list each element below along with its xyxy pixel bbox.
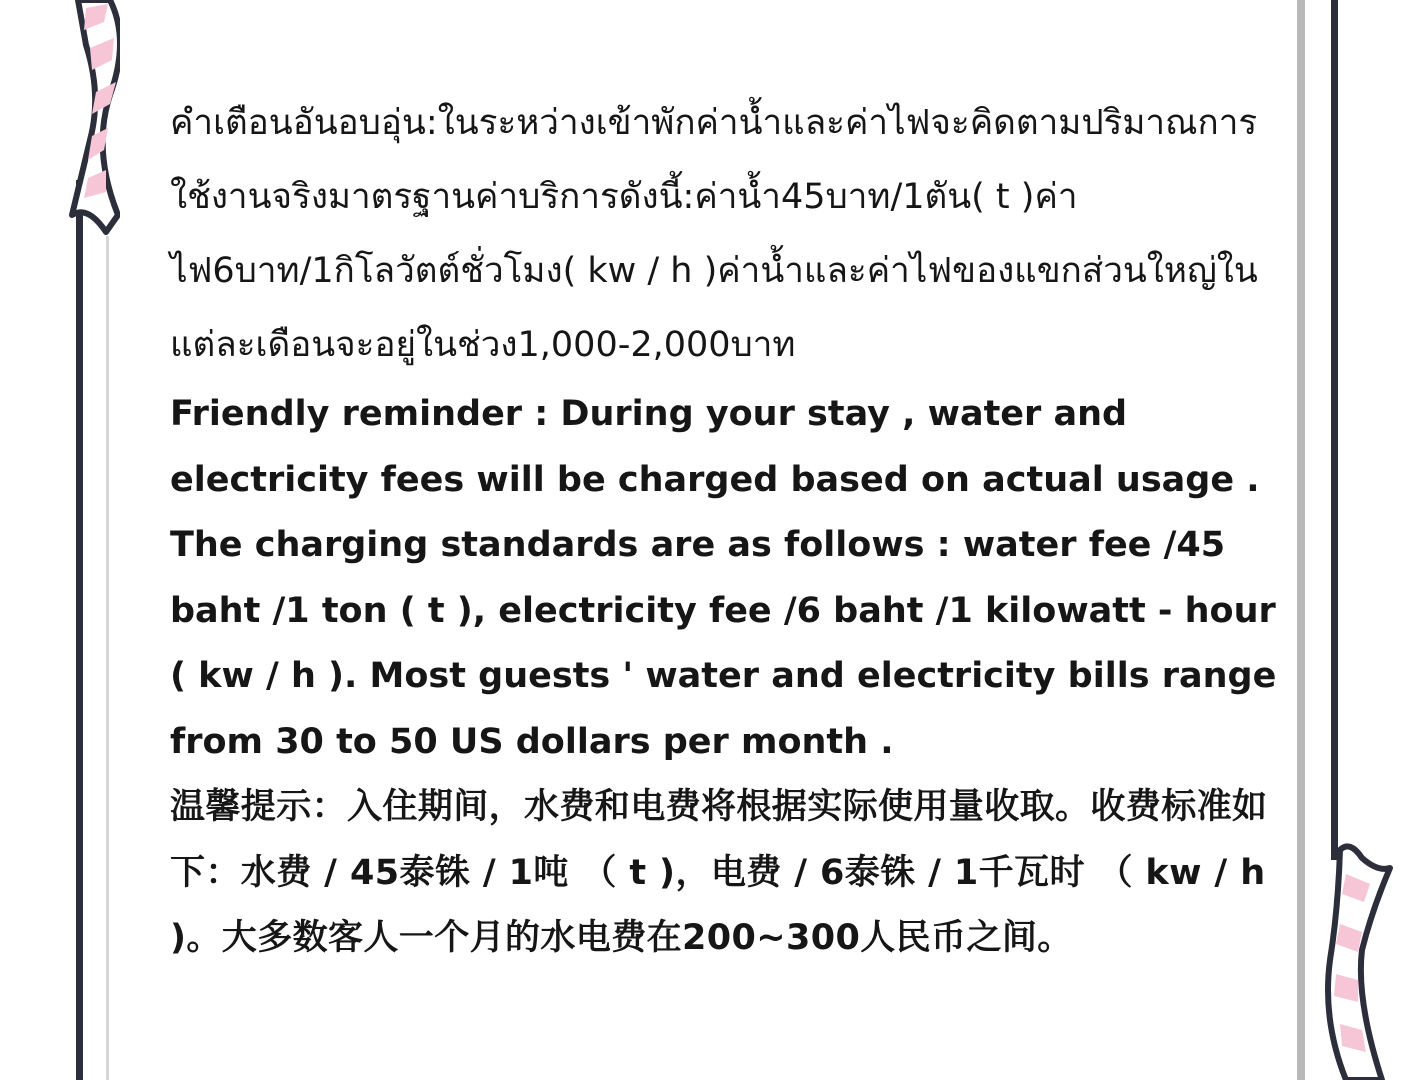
frame-left-line bbox=[76, 180, 83, 1080]
notice-chinese-paragraph: 温馨提示：入住期间，水费和电费将根据实际使用量收取。收费标准如下：水费 / 45泰铢 / 1吨 （ t )，电费 / 6泰铢 / 1千瓦时 （ kw / h )。大多数客人一个月的水电费在200~300人民币之间。 bbox=[170, 787, 1268, 958]
notice-english-paragraph: Friendly reminder : During your stay , water and electricity fees will be charged based on actual usage . The charging standards are as follows : water fee /45 baht /1 ton ( t ), electricity fee /6 baht /1 kilowatt - hour ( kw / h ). Most guests ' water and electricity bills range from 30 to 50 US dollars per month . bbox=[170, 394, 1277, 762]
frame-inner-left-line bbox=[106, 236, 109, 1080]
ribbon-bottom-right-icon bbox=[1300, 840, 1400, 1080]
notice-thai-paragraph: คำเตือนอันอบอุ่น:ในระหว่างเข้าพักค่าน้ำและค่าไฟจะคิดตามปริมาณการใช้งานจริงมาตรฐานค่าบริการดังนี้:ค่าน้ำ45บาท/1ตัน( t )ค่าไฟ6บาท/1กิโลวัตต์ชั่วโมง( kw / h )ค่าน้ำและค่าไฟของแขกส่วนใหญ่ในแต่ละเดือนจะอยู่ในช่วง1,000-2,000บาท bbox=[170, 103, 1258, 365]
frame-right-line bbox=[1331, 0, 1338, 860]
notice-text-block bbox=[170, 86, 1280, 972]
ribbon-top-left-icon bbox=[30, 0, 120, 240]
